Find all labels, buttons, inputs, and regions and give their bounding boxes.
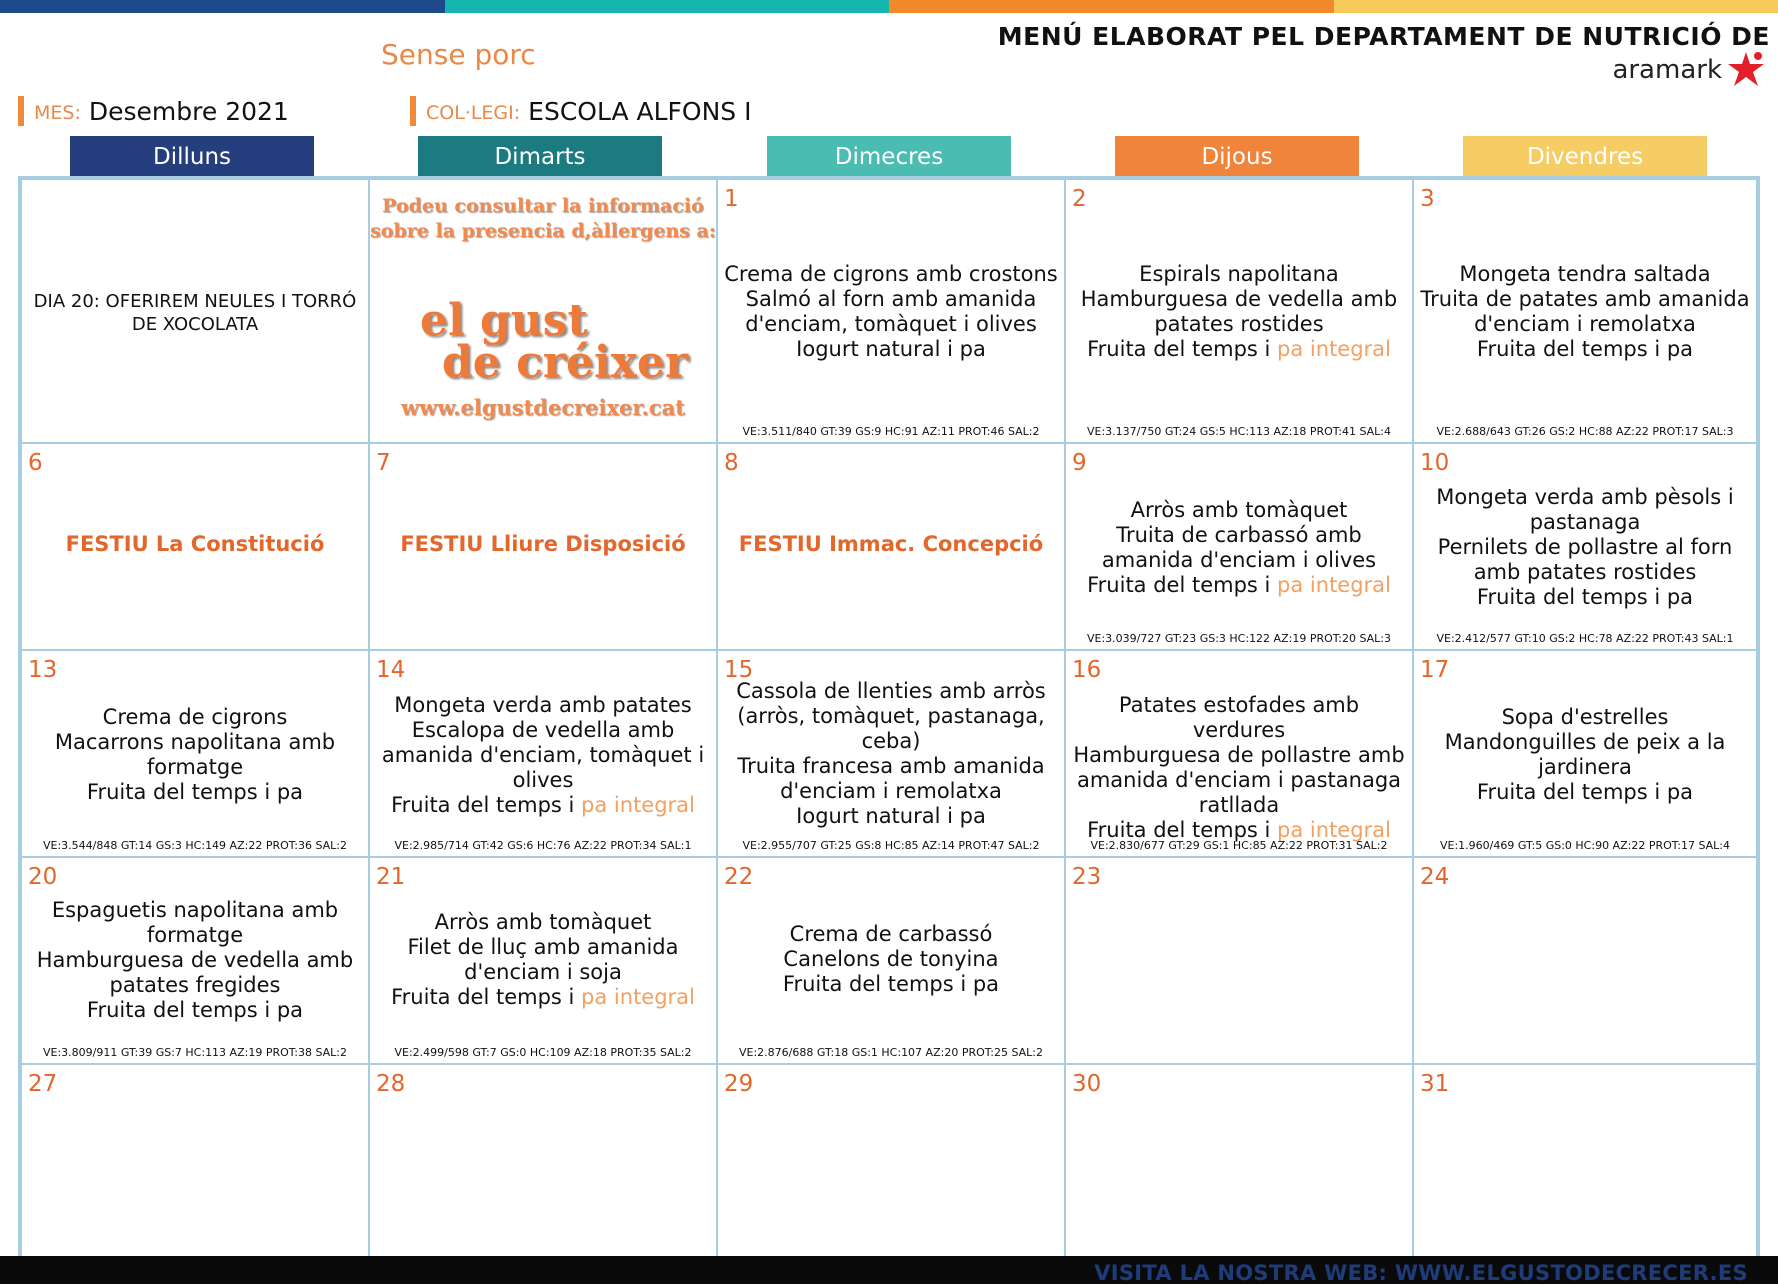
color-bar-segment — [0, 0, 445, 13]
footer-website-link[interactable]: VISITA LA NOSTRA WEB: WWW.ELGUSTODECRECER.ES — [1094, 1261, 1748, 1285]
day-number: 15 — [724, 657, 754, 683]
menu-dessert: Iogurt natural i pa — [796, 337, 986, 361]
day-header-friday: Divendres — [1463, 136, 1707, 178]
promo-text: Podeu consultar la informació sobre la presencia d,àllergens a: — [370, 195, 716, 242]
color-bar-segment — [445, 0, 890, 13]
menu-dessert: Fruita del temps i pa — [86, 998, 304, 1022]
day-menu — [374, 910, 712, 1010]
dessert-text: Fruita del temps i — [391, 985, 582, 1009]
department-title: MENÚ ELABORAT PEL DEPARTAMENT DE NUTRICIÓ DE — [997, 22, 1770, 51]
day-number: 3 — [1420, 186, 1435, 212]
menu-dessert: Fruita del temps i pa — [1476, 337, 1694, 361]
dessert-text: Fruita del temps i — [1087, 337, 1278, 361]
calendar-cell-note — [21, 179, 369, 443]
whole-bread-text: pa integral — [581, 985, 695, 1009]
holiday-label: FESTIU Lliure Disposició — [400, 532, 686, 556]
whole-bread-text: pa integral — [1277, 573, 1391, 597]
day-number: 20 — [28, 864, 58, 890]
menu-dessert: Fruita del temps i pa — [782, 972, 1000, 996]
day-header-monday: Dilluns — [70, 136, 314, 178]
month-label: MES: — [34, 102, 81, 124]
day-menu — [1070, 498, 1408, 598]
day-number: 8 — [724, 450, 739, 476]
calendar-cell-day-31 — [1413, 1064, 1757, 1257]
day-menu — [722, 262, 1060, 362]
day-number: 30 — [1072, 1071, 1102, 1097]
menu-first-course: Mongeta verda amb pèsols i pastanaga — [1436, 485, 1734, 534]
nutrition-info: VE:2.412/577 GT:10 GS:2 HC:78 AZ:22 PROT:43 SAL:1 — [1436, 632, 1734, 645]
calendar-cell-day-27 — [21, 1064, 369, 1257]
promo-brand-line1: el gust — [420, 295, 588, 346]
top-color-bar — [0, 0, 1778, 13]
day-number: 27 — [28, 1071, 58, 1097]
day-menu — [722, 679, 1060, 829]
menu-first-course: Espaguetis napolitana amb formatge — [51, 898, 339, 947]
nutrition-info: VE:3.544/848 GT:14 GS:3 HC:149 AZ:22 PROT:36 SAL:2 — [42, 839, 348, 852]
calendar-cell-day-28 — [369, 1064, 717, 1257]
calendar-cell-day-22 — [717, 857, 1065, 1064]
day-number: 22 — [724, 864, 754, 890]
day-number: 2 — [1072, 186, 1087, 212]
day-header-thursday: Dijous — [1115, 136, 1359, 178]
day-number: 9 — [1072, 450, 1087, 476]
day-number: 23 — [1072, 864, 1102, 890]
day-number: 13 — [28, 657, 58, 683]
nutrition-info: VE:3.511/840 GT:39 GS:9 HC:91 AZ:11 PROT:46 SAL:2 — [742, 425, 1040, 438]
nutrition-info: VE:3.137/750 GT:24 GS:5 HC:113 AZ:18 PROT:41 SAL:4 — [1086, 425, 1392, 438]
menu-first-course: Mongeta verda amb patates — [394, 693, 692, 717]
menu-second-course: Macarrons napolitana amb formatge — [54, 730, 336, 779]
promo-brand — [420, 295, 689, 388]
dessert-text: Fruita del temps i — [391, 793, 582, 817]
menu-second-course: Salmó al forn amb amanida d'enciam, tomàquet i olives — [745, 287, 1037, 336]
month-field — [18, 96, 396, 126]
menu-second-course: Filet de lluç amb amanida d'enciam i soja — [407, 935, 679, 984]
menu-second-course: Escalopa de vedella amb amanida d'enciam, tomàquet i olives — [381, 718, 705, 792]
nutrition-info: VE:2.955/707 GT:25 GS:8 HC:85 AZ:14 PROT:47 SAL:2 — [742, 839, 1040, 852]
holiday-label: FESTIU Immac. Concepció — [738, 532, 1044, 556]
menu-second-course: Truita de patates amb amanida d'enciam i remolatxa — [1420, 287, 1750, 336]
calendar-cell-day-7 — [369, 443, 717, 650]
day-menu — [26, 705, 364, 805]
school-label: COL·LEGI: — [426, 102, 521, 124]
menu-dessert — [1070, 573, 1408, 598]
day-number: 6 — [28, 450, 43, 476]
calendar-cell-day-30 — [1065, 1064, 1413, 1257]
logo-text: aramark — [1612, 55, 1722, 85]
calendar-cell-day-2 — [1065, 179, 1413, 443]
menu-dessert: Iogurt natural i pa — [796, 804, 986, 828]
calendar-cell-day-21 — [369, 857, 717, 1064]
promo-brand-line2: de créixer — [442, 337, 689, 388]
calendar-grid — [18, 176, 1760, 1260]
promo-url: www.elgustdecreixer.cat — [401, 395, 685, 420]
calendar-cell-day-6 — [21, 443, 369, 650]
menu-first-course: Crema de cigrons amb crostons — [724, 262, 1058, 286]
day-number: 14 — [376, 657, 406, 683]
day-number: 24 — [1420, 864, 1450, 890]
menu-first-course: Cassola de llenties amb arròs (arròs, tomàquet, pastanaga, ceba) — [736, 679, 1046, 753]
day-number: 7 — [376, 450, 391, 476]
school-field — [410, 96, 1766, 126]
allergen-promo — [370, 180, 716, 442]
day-menu — [722, 922, 1060, 997]
calendar-cell-day-16 — [1065, 650, 1413, 857]
menu-subtitle: Sense porc — [381, 38, 536, 71]
menu-first-course: Crema de carbassó — [789, 922, 993, 946]
whole-bread-text: pa integral — [1277, 337, 1391, 361]
menu-first-course: Crema de cigrons — [102, 705, 288, 729]
nutrition-info: VE:2.688/643 GT:26 GS:2 HC:88 AZ:22 PROT:17 SAL:3 — [1436, 425, 1734, 438]
day-menu — [26, 898, 364, 1023]
menu-second-course: Hamburguesa de vedella amb patates rostides — [1080, 287, 1398, 336]
month-value: Desembre 2021 — [88, 97, 289, 126]
nutrition-info: VE:3.809/911 GT:39 GS:7 HC:113 AZ:19 PROT:38 SAL:2 — [42, 1046, 348, 1059]
nutrition-info: VE:2.499/598 GT:7 GS:0 HC:109 AZ:18 PROT:35 SAL:2 — [394, 1046, 692, 1059]
aramark-logo — [1612, 50, 1768, 90]
menu-first-course: Espirals napolitana — [1139, 262, 1339, 286]
nutrition-info: VE:2.985/714 GT:42 GS:6 HC:76 AZ:22 PROT:34 SAL:1 — [394, 839, 692, 852]
day-number: 31 — [1420, 1071, 1450, 1097]
calendar-cell-day-13 — [21, 650, 369, 857]
calendar-cell-day-14 — [369, 650, 717, 857]
calendar-cell-day-9 — [1065, 443, 1413, 650]
calendar-cell-day-1 — [717, 179, 1065, 443]
day-menu — [1418, 262, 1752, 362]
menu-dessert: Fruita del temps i pa — [1476, 585, 1694, 609]
menu-first-course: Sopa d'estrelles — [1501, 705, 1669, 729]
day-number: 1 — [724, 186, 739, 212]
menu-dessert — [374, 793, 712, 818]
menu-second-course: Canelons de tonyina — [783, 947, 999, 971]
menu-first-course: Arròs amb tomàquet — [1130, 498, 1348, 522]
day-header-tuesday: Dimarts — [418, 136, 662, 178]
calendar-cell-promo — [369, 179, 717, 443]
day-number: 28 — [376, 1071, 406, 1097]
calendar-cell-day-24 — [1413, 857, 1757, 1064]
menu-second-course: Truita de carbassó amb amanida d'enciam i olives — [1101, 523, 1377, 572]
nutrition-info: VE:1.960/469 GT:5 GS:0 HC:90 AZ:22 PROT:17 SAL:4 — [1439, 839, 1731, 852]
day-menu — [1418, 485, 1752, 610]
calendar-cell-day-10 — [1413, 443, 1757, 650]
holiday-label: FESTIU La Constitució — [65, 532, 325, 556]
menu-dessert — [1070, 337, 1408, 362]
calendar-cell-day-29 — [717, 1064, 1065, 1257]
dessert-text: Fruita del temps i — [1087, 818, 1278, 842]
menu-second-course: Truita francesa amb amanida d'enciam i remolatxa — [737, 754, 1045, 803]
day-menu — [1070, 693, 1408, 843]
menu-dessert: Fruita del temps i pa — [86, 780, 304, 804]
menu-first-course: Mongeta tendra saltada — [1459, 262, 1711, 286]
menu-dessert: Fruita del temps i pa — [1476, 780, 1694, 804]
color-bar-segment — [1334, 0, 1778, 13]
calendar-cell-day-8 — [717, 443, 1065, 650]
nutrition-info: VE:2.876/688 GT:18 GS:1 HC:107 AZ:20 PROT:25 SAL:2 — [738, 1046, 1044, 1059]
day-number: 21 — [376, 864, 406, 890]
school-value: ESCOLA ALFONS I — [528, 97, 752, 126]
menu-first-course: Patates estofades amb verdures — [1118, 693, 1360, 742]
menu-second-course: Hamburguesa de pollastre amb amanida d'enciam i pastanaga ratllada — [1073, 743, 1405, 817]
whole-bread-text: pa integral — [581, 793, 695, 817]
day-header-wednesday: Dimecres — [767, 136, 1011, 178]
menu-second-course: Mandonguilles de peix a la jardinera — [1444, 730, 1726, 779]
day-number: 17 — [1420, 657, 1450, 683]
menu-first-course: Arròs amb tomàquet — [434, 910, 652, 934]
day-number: 16 — [1072, 657, 1102, 683]
day-number: 10 — [1420, 450, 1450, 476]
color-bar-segment — [889, 0, 1334, 13]
menu-second-course: Pernilets de pollastre al forn amb patates rostides — [1437, 535, 1733, 584]
whole-bread-text: pa integral — [1277, 818, 1391, 842]
calendar-cell-day-3 — [1413, 179, 1757, 443]
special-note: DIA 20: OFERIREM NEULES I TORRÓ DE XOCOLATA — [33, 291, 357, 335]
dessert-text: Fruita del temps i — [1087, 573, 1278, 597]
menu-dessert — [374, 985, 712, 1010]
calendar-cell-day-23 — [1065, 857, 1413, 1064]
calendar-cell-day-15 — [717, 650, 1065, 857]
menu-second-course: Hamburguesa de vedella amb patates fregides — [36, 948, 354, 997]
calendar-cell-day-20 — [21, 857, 369, 1064]
day-number: 29 — [724, 1071, 754, 1097]
nutrition-info: VE:3.039/727 GT:23 GS:3 HC:122 AZ:19 PROT:20 SAL:3 — [1086, 632, 1392, 645]
nutrition-info: VE:2.830/677 GT:29 GS:1 HC:85 AZ:22 PROT:31 SAL:2 — [1090, 839, 1388, 852]
day-menu — [1070, 262, 1408, 362]
day-menu — [374, 693, 712, 818]
star-person-icon — [1724, 50, 1768, 90]
calendar-cell-day-17 — [1413, 650, 1757, 857]
day-menu — [1418, 705, 1752, 805]
